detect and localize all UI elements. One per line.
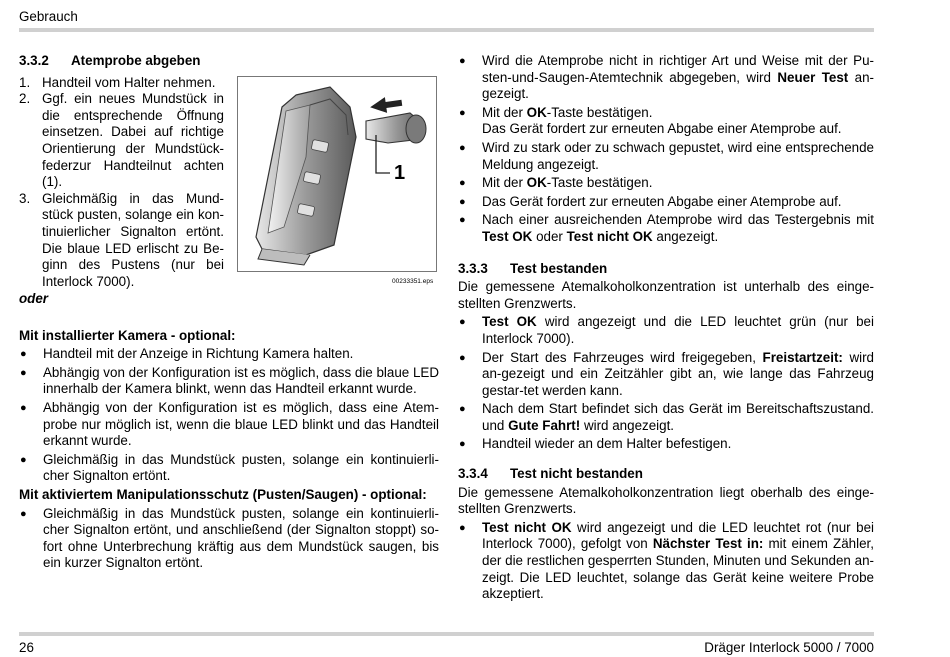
list-item: ● Der Start des Fahrzeuges wird freigegeben, Freistartzeit: wird an-gezeigt und ein Zeitzähler gibt an, wie lange das Fahrzeug gestar-tet werden kann.: [458, 350, 874, 400]
list-item: ● Wird die Atemprobe nicht in richtiger Art und Weise mit der Pu-sten-und-Saugen-Atemtechnik abgegeben, wird Neuer Test an-gezeigt.: [458, 53, 874, 103]
callout-label: 1: [394, 162, 406, 184]
section-heading-3-3-3: 3.3.3 Test bestanden: [458, 260, 608, 276]
list-item: ● Gleichmäßig in das Mundstück pusten, solange ein kontinuierli-cher Signalton ertönt.: [19, 452, 439, 485]
page-number: 26: [19, 640, 34, 655]
list-item: 3. Gleichmäßig in das Mund-stück pusten, solange ein kon-tinuierlicher Signalton ertönt. Die blaue LED erlischt zu Be-ginn des Pustens (nur bei Interlock 7000).: [19, 190, 224, 289]
running-header: Gebrauch: [19, 9, 78, 24]
left-column-lower: [19, 291, 439, 574]
list-item: 2. Ggf. ein neues Mundstück in die entsprechende Öffnung einsetzen. Dabei auf richtige Orientierung der Mundstück-federzur Handteilnut achten (1).: [19, 91, 224, 190]
camera-bullets: [19, 346, 439, 485]
section-intro: Die gemessene Atemalkoholkonzentration liegt oberhalb des einge-stellten Grenzwerts.: [458, 484, 874, 517]
oder-label: oder: [19, 291, 49, 306]
test-passed-bullets: [458, 314, 874, 453]
right-column: [458, 53, 874, 605]
manipulation-bullets: [19, 506, 439, 572]
section-heading-3-3-2: 3.3.2 Atemprobe abgeben: [19, 53, 201, 68]
section-intro: Die gemessene Atemalkoholkonzentration ist unterhalb des einge-stellten Grenzwerts.: [458, 279, 874, 311]
handheld-device-drawing: [238, 77, 436, 271]
list-item: ● Abhängig von der Konfiguration ist es möglich, dass die blaue LED innerhalb der Kamera blinkt, wenn das Handteil erkannt wurde.: [19, 365, 439, 398]
footer-rule: [19, 632, 874, 636]
steps-list: [19, 75, 224, 291]
list-item: ● Mit der OK-Taste bestätigen.: [458, 175, 874, 192]
list-item: ● Test nicht OK wird angezeigt und die LED leuchtet rot (nur bei Interlock 7000), gefolgt von Nächster Test in: mit einem Zähler, der die restlichen gesperrten Stunden, Minuten und Sekunden an-zeigt. Die LED leuchtet, solange das Gerät keine weitere Probe akzeptiert.: [458, 520, 874, 603]
list-item: ● Handteil mit der Anzeige in Richtung Kamera halten.: [19, 346, 439, 363]
device-illustration: [237, 76, 437, 272]
test-failed-bullets: [458, 520, 874, 603]
list-item: ● Handteil wieder an dem Halter befestigen.: [458, 436, 874, 453]
header-rule: [19, 28, 874, 32]
list-item: ● Nach einer ausreichenden Atemprobe wird das Testergebnis mit Test OK oder Test nicht OK angezeigt.: [458, 212, 874, 245]
list-item: ● Mit der OK-Taste bestätigen. Das Gerät fordert zur erneuten Abgabe einer Atemprobe auf.: [458, 105, 874, 138]
list-item: ● Abhängig von der Konfiguration ist es möglich, dass eine Atem-probe nur möglich ist, wenn die blaue LED blinkt und das Handteil erkannt wurde.: [19, 400, 439, 450]
product-name: Dräger Interlock 5000 / 7000: [704, 640, 874, 655]
manipulation-heading: Mit aktiviertem Manipulationsschutz (Pusten/Saugen) - optional:: [19, 486, 427, 502]
list-item: ● Test OK wird angezeigt und die LED leuchtet grün (nur bei Interlock 7000).: [458, 314, 874, 347]
section-heading-3-3-4: 3.3.4 Test nicht bestanden: [458, 466, 643, 482]
list-item: ● Gleichmäßig in das Mundstück pusten, solange ein kontinuierli-cher Signalton ertönt, und anschließend (der Signalton stoppt) so-fort ohne Unterbrechung kräftig aus dem Mundstück saugen, bis ein kurzer Signalton ertönt.: [19, 506, 439, 572]
camera-heading: Mit installierter Kamera - optional:: [19, 327, 236, 343]
list-item: ● Das Gerät fordert zur erneuten Abgabe einer Atemprobe auf.: [458, 194, 874, 211]
list-item: 1. Handteil vom Halter nehmen.: [19, 74, 216, 90]
breath-sample-bullets: [458, 53, 874, 246]
list-item: ● Wird zu stark oder zu schwach gepustet, wird eine entsprechende Meldung angezeigt.: [458, 140, 874, 173]
list-item: ● Nach dem Start befindet sich das Gerät im Bereitschaftszustand. und Gute Fahrt! wird angezeigt.: [458, 401, 874, 434]
figure-caption: 00233351.eps: [392, 278, 434, 285]
